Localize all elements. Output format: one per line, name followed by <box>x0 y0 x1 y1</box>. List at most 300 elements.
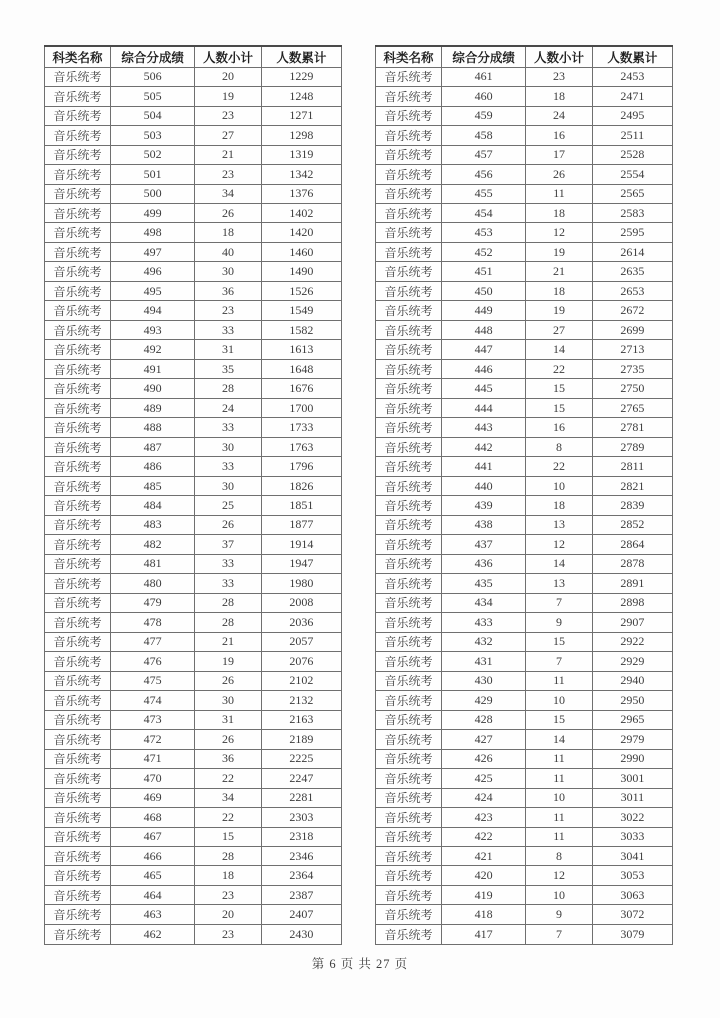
category-cell: 音乐统考 <box>376 574 442 593</box>
subtotal-cell: 18 <box>195 223 262 242</box>
subtotal-cell: 11 <box>526 184 593 203</box>
table-row <box>376 515 673 534</box>
subtotal-cell: 15 <box>526 379 593 398</box>
table-row <box>376 885 673 904</box>
table-row <box>376 242 673 261</box>
cumulative-cell: 2303 <box>261 808 341 827</box>
category-cell: 音乐统考 <box>376 924 442 944</box>
subtotal-cell: 28 <box>195 846 262 865</box>
subtotal-cell: 9 <box>526 905 593 924</box>
table-row <box>376 593 673 612</box>
score-cell: 419 <box>441 885 525 904</box>
category-cell: 音乐统考 <box>376 457 442 476</box>
subtotal-cell: 20 <box>195 67 262 86</box>
category-cell: 音乐统考 <box>45 924 111 944</box>
column-header: 综合分成绩 <box>441 46 525 67</box>
subtotal-cell: 23 <box>526 67 593 86</box>
cumulative-cell: 1490 <box>261 262 341 281</box>
subtotal-cell: 11 <box>526 671 593 690</box>
score-cell: 477 <box>110 632 194 651</box>
category-cell: 音乐统考 <box>376 204 442 223</box>
cumulative-cell: 1676 <box>261 379 341 398</box>
cumulative-cell: 1248 <box>261 87 341 106</box>
score-cell: 500 <box>110 184 194 203</box>
table-row <box>45 398 342 417</box>
score-cell: 444 <box>441 398 525 417</box>
cumulative-cell: 2852 <box>592 515 672 534</box>
score-table-right <box>375 45 673 945</box>
column-header: 人数累计 <box>261 46 341 67</box>
table-row <box>45 204 342 223</box>
subtotal-cell: 12 <box>526 535 593 554</box>
category-cell: 音乐统考 <box>45 145 111 164</box>
table-row <box>376 165 673 184</box>
cumulative-cell: 2929 <box>592 652 672 671</box>
column-header: 人数小计 <box>526 46 593 67</box>
cumulative-cell: 1826 <box>261 476 341 495</box>
table-row <box>376 184 673 203</box>
category-cell: 音乐统考 <box>45 574 111 593</box>
category-cell: 音乐统考 <box>376 788 442 807</box>
score-cell: 418 <box>441 905 525 924</box>
subtotal-cell: 16 <box>526 126 593 145</box>
score-cell: 440 <box>441 476 525 495</box>
subtotal-cell: 22 <box>195 769 262 788</box>
subtotal-cell: 9 <box>526 613 593 632</box>
cumulative-cell: 2595 <box>592 223 672 242</box>
table-row <box>376 691 673 710</box>
category-cell: 音乐统考 <box>376 184 442 203</box>
category-cell: 音乐统考 <box>376 710 442 729</box>
subtotal-cell: 33 <box>195 418 262 437</box>
table-row <box>45 496 342 515</box>
category-cell: 音乐统考 <box>376 262 442 281</box>
table-row <box>376 126 673 145</box>
score-cell: 505 <box>110 87 194 106</box>
cumulative-cell: 3072 <box>592 905 672 924</box>
table-row <box>45 320 342 339</box>
score-cell: 474 <box>110 691 194 710</box>
column-header: 人数小计 <box>195 46 262 67</box>
category-cell: 音乐统考 <box>376 885 442 904</box>
score-cell: 425 <box>441 769 525 788</box>
table-row <box>376 652 673 671</box>
cumulative-cell: 2821 <box>592 476 672 495</box>
category-cell: 音乐统考 <box>45 593 111 612</box>
cumulative-cell: 2565 <box>592 184 672 203</box>
score-cell: 448 <box>441 320 525 339</box>
score-cell: 426 <box>441 749 525 768</box>
subtotal-cell: 21 <box>195 632 262 651</box>
subtotal-cell: 10 <box>526 476 593 495</box>
cumulative-cell: 1526 <box>261 281 341 300</box>
score-cell: 490 <box>110 379 194 398</box>
subtotal-cell: 21 <box>526 262 593 281</box>
score-cell: 476 <box>110 652 194 671</box>
score-cell: 423 <box>441 808 525 827</box>
category-cell: 音乐统考 <box>45 223 111 242</box>
cumulative-cell: 2898 <box>592 593 672 612</box>
table-row <box>376 379 673 398</box>
score-cell: 502 <box>110 145 194 164</box>
cumulative-cell: 1402 <box>261 204 341 223</box>
category-cell: 音乐统考 <box>376 223 442 242</box>
category-cell: 音乐统考 <box>45 379 111 398</box>
cumulative-cell: 2057 <box>261 632 341 651</box>
score-cell: 438 <box>441 515 525 534</box>
category-cell: 音乐统考 <box>45 632 111 651</box>
score-cell: 459 <box>441 106 525 125</box>
cumulative-cell: 2811 <box>592 457 672 476</box>
table-row <box>376 788 673 807</box>
score-cell: 436 <box>441 554 525 573</box>
subtotal-cell: 34 <box>195 788 262 807</box>
cumulative-cell: 2554 <box>592 165 672 184</box>
score-cell: 492 <box>110 340 194 359</box>
subtotal-cell: 14 <box>526 340 593 359</box>
table-row <box>45 437 342 456</box>
cumulative-cell: 2076 <box>261 652 341 671</box>
subtotal-cell: 22 <box>526 457 593 476</box>
subtotal-cell: 36 <box>195 749 262 768</box>
category-cell: 音乐统考 <box>376 846 442 865</box>
table-row <box>45 574 342 593</box>
table-row <box>45 223 342 242</box>
table-row <box>45 281 342 300</box>
score-cell: 495 <box>110 281 194 300</box>
score-cell: 460 <box>441 87 525 106</box>
score-cell: 434 <box>441 593 525 612</box>
score-cell: 461 <box>441 67 525 86</box>
category-cell: 音乐统考 <box>376 320 442 339</box>
table-row <box>45 106 342 125</box>
category-cell: 音乐统考 <box>376 515 442 534</box>
subtotal-cell: 23 <box>195 924 262 944</box>
table-row <box>45 924 342 944</box>
table-row <box>376 808 673 827</box>
score-cell: 504 <box>110 106 194 125</box>
score-cell: 479 <box>110 593 194 612</box>
cumulative-cell: 1980 <box>261 574 341 593</box>
cumulative-cell: 1582 <box>261 320 341 339</box>
category-cell: 音乐统考 <box>45 262 111 281</box>
score-cell: 473 <box>110 710 194 729</box>
subtotal-cell: 26 <box>195 730 262 749</box>
cumulative-cell: 1420 <box>261 223 341 242</box>
table-row <box>376 359 673 378</box>
score-cell: 428 <box>441 710 525 729</box>
subtotal-cell: 19 <box>195 87 262 106</box>
category-cell: 音乐统考 <box>376 749 442 768</box>
cumulative-cell: 1319 <box>261 145 341 164</box>
score-cell: 466 <box>110 846 194 865</box>
table-row <box>45 671 342 690</box>
subtotal-cell: 21 <box>195 145 262 164</box>
cumulative-cell: 3022 <box>592 808 672 827</box>
cumulative-cell: 2453 <box>592 67 672 86</box>
subtotal-cell: 26 <box>526 165 593 184</box>
score-cell: 497 <box>110 242 194 261</box>
category-cell: 音乐统考 <box>45 204 111 223</box>
score-cell: 455 <box>441 184 525 203</box>
cumulative-cell: 2511 <box>592 126 672 145</box>
subtotal-cell: 30 <box>195 262 262 281</box>
category-cell: 音乐统考 <box>376 593 442 612</box>
cumulative-cell: 2495 <box>592 106 672 125</box>
category-cell: 音乐统考 <box>45 242 111 261</box>
cumulative-cell: 3011 <box>592 788 672 807</box>
table-row <box>376 866 673 885</box>
score-cell: 480 <box>110 574 194 593</box>
cumulative-cell: 1298 <box>261 126 341 145</box>
score-cell: 446 <box>441 359 525 378</box>
subtotal-cell: 33 <box>195 554 262 573</box>
category-cell: 音乐统考 <box>45 710 111 729</box>
category-cell: 音乐统考 <box>376 145 442 164</box>
cumulative-cell: 2132 <box>261 691 341 710</box>
cumulative-cell: 1947 <box>261 554 341 573</box>
cumulative-cell: 2281 <box>261 788 341 807</box>
subtotal-cell: 36 <box>195 281 262 300</box>
category-cell: 音乐统考 <box>45 106 111 125</box>
table-row <box>376 418 673 437</box>
cumulative-cell: 2735 <box>592 359 672 378</box>
subtotal-cell: 7 <box>526 924 593 944</box>
cumulative-cell: 1700 <box>261 398 341 417</box>
table-row <box>45 632 342 651</box>
table-row <box>376 204 673 223</box>
score-cell: 501 <box>110 165 194 184</box>
category-cell: 音乐统考 <box>45 730 111 749</box>
score-cell: 458 <box>441 126 525 145</box>
score-cell: 451 <box>441 262 525 281</box>
score-cell: 465 <box>110 866 194 885</box>
score-cell: 454 <box>441 204 525 223</box>
category-cell: 音乐统考 <box>45 496 111 515</box>
category-cell: 音乐统考 <box>376 242 442 261</box>
category-cell: 音乐统考 <box>45 515 111 534</box>
cumulative-cell: 2713 <box>592 340 672 359</box>
cumulative-cell: 2407 <box>261 905 341 924</box>
table-row <box>376 398 673 417</box>
category-cell: 音乐统考 <box>45 554 111 573</box>
subtotal-cell: 33 <box>195 457 262 476</box>
score-cell: 486 <box>110 457 194 476</box>
cumulative-cell: 2430 <box>261 924 341 944</box>
table-row <box>376 554 673 573</box>
page-footer: 第 6 页 共 27 页 <box>311 957 409 971</box>
table-row <box>45 769 342 788</box>
subtotal-cell: 34 <box>195 184 262 203</box>
score-cell: 431 <box>441 652 525 671</box>
table-row <box>45 905 342 924</box>
cumulative-cell: 1851 <box>261 496 341 515</box>
cumulative-cell: 2750 <box>592 379 672 398</box>
cumulative-cell: 2979 <box>592 730 672 749</box>
cumulative-cell: 2189 <box>261 730 341 749</box>
subtotal-cell: 30 <box>195 437 262 456</box>
column-header: 科类名称 <box>45 46 111 67</box>
cumulative-cell: 3063 <box>592 885 672 904</box>
table-row <box>45 749 342 768</box>
subtotal-cell: 12 <box>526 223 593 242</box>
score-cell: 464 <box>110 885 194 904</box>
table-row <box>45 457 342 476</box>
subtotal-cell: 8 <box>526 437 593 456</box>
table-row <box>45 593 342 612</box>
score-tables-container <box>44 45 673 945</box>
table-row <box>376 320 673 339</box>
category-cell: 音乐统考 <box>376 301 442 320</box>
subtotal-cell: 14 <box>526 730 593 749</box>
table-row <box>45 87 342 106</box>
category-cell: 音乐统考 <box>376 769 442 788</box>
category-cell: 音乐统考 <box>376 281 442 300</box>
table-row <box>45 827 342 846</box>
category-cell: 音乐统考 <box>45 535 111 554</box>
category-cell: 音乐统考 <box>376 398 442 417</box>
table-row <box>45 301 342 320</box>
cumulative-cell: 1613 <box>261 340 341 359</box>
subtotal-cell: 11 <box>526 808 593 827</box>
cumulative-cell: 2839 <box>592 496 672 515</box>
table-row <box>45 730 342 749</box>
category-cell: 音乐统考 <box>376 691 442 710</box>
score-cell: 470 <box>110 769 194 788</box>
category-cell: 音乐统考 <box>45 769 111 788</box>
subtotal-cell: 22 <box>195 808 262 827</box>
score-cell: 449 <box>441 301 525 320</box>
subtotal-cell: 19 <box>526 301 593 320</box>
table-row <box>45 691 342 710</box>
cumulative-cell: 1914 <box>261 535 341 554</box>
subtotal-cell: 37 <box>195 535 262 554</box>
subtotal-cell: 26 <box>195 671 262 690</box>
subtotal-cell: 23 <box>195 106 262 125</box>
category-cell: 音乐统考 <box>45 476 111 495</box>
subtotal-cell: 18 <box>526 87 593 106</box>
subtotal-cell: 15 <box>526 632 593 651</box>
table-row <box>376 67 673 86</box>
cumulative-cell: 2789 <box>592 437 672 456</box>
table-row <box>45 535 342 554</box>
table-row <box>45 710 342 729</box>
subtotal-cell: 10 <box>526 885 593 904</box>
score-cell: 468 <box>110 808 194 827</box>
cumulative-cell: 2765 <box>592 398 672 417</box>
subtotal-cell: 25 <box>195 496 262 515</box>
category-cell: 音乐统考 <box>45 184 111 203</box>
cumulative-cell: 1796 <box>261 457 341 476</box>
category-cell: 音乐统考 <box>45 846 111 865</box>
subtotal-cell: 10 <box>526 691 593 710</box>
cumulative-cell: 2346 <box>261 846 341 865</box>
table-row <box>376 457 673 476</box>
table-row <box>376 749 673 768</box>
table-row <box>376 632 673 651</box>
score-cell: 432 <box>441 632 525 651</box>
cumulative-cell: 2965 <box>592 710 672 729</box>
score-cell: 439 <box>441 496 525 515</box>
score-cell: 469 <box>110 788 194 807</box>
category-cell: 音乐统考 <box>376 652 442 671</box>
cumulative-cell: 1376 <box>261 184 341 203</box>
table-row <box>376 106 673 125</box>
cumulative-cell: 2878 <box>592 554 672 573</box>
subtotal-cell: 28 <box>195 613 262 632</box>
category-cell: 音乐统考 <box>376 632 442 651</box>
category-cell: 音乐统考 <box>376 340 442 359</box>
category-cell: 音乐统考 <box>45 749 111 768</box>
score-cell: 503 <box>110 126 194 145</box>
table-row <box>45 808 342 827</box>
cumulative-cell: 3053 <box>592 866 672 885</box>
table-row <box>45 379 342 398</box>
category-cell: 音乐统考 <box>45 671 111 690</box>
cumulative-cell: 2864 <box>592 535 672 554</box>
table-row <box>45 788 342 807</box>
header-row <box>376 46 673 67</box>
score-cell: 452 <box>441 242 525 261</box>
cumulative-cell: 2318 <box>261 827 341 846</box>
table-row <box>45 262 342 281</box>
category-cell: 音乐统考 <box>45 320 111 339</box>
subtotal-cell: 15 <box>526 398 593 417</box>
cumulative-cell: 2922 <box>592 632 672 651</box>
table-row <box>45 145 342 164</box>
score-cell: 457 <box>441 145 525 164</box>
category-cell: 音乐统考 <box>45 905 111 924</box>
subtotal-cell: 26 <box>195 515 262 534</box>
subtotal-cell: 15 <box>526 710 593 729</box>
table-row <box>376 905 673 924</box>
header-row <box>45 46 342 67</box>
cumulative-cell: 1733 <box>261 418 341 437</box>
table-row <box>45 476 342 495</box>
cumulative-cell: 1763 <box>261 437 341 456</box>
subtotal-cell: 18 <box>526 281 593 300</box>
score-cell: 441 <box>441 457 525 476</box>
category-cell: 音乐统考 <box>45 457 111 476</box>
category-cell: 音乐统考 <box>45 340 111 359</box>
table-row <box>45 359 342 378</box>
cumulative-cell: 1877 <box>261 515 341 534</box>
category-cell: 音乐统考 <box>376 359 442 378</box>
subtotal-cell: 11 <box>526 769 593 788</box>
cumulative-cell: 2583 <box>592 204 672 223</box>
category-cell: 音乐统考 <box>45 437 111 456</box>
category-cell: 音乐统考 <box>45 359 111 378</box>
subtotal-cell: 18 <box>195 866 262 885</box>
category-cell: 音乐统考 <box>376 554 442 573</box>
category-cell: 音乐统考 <box>45 866 111 885</box>
subtotal-cell: 23 <box>195 885 262 904</box>
category-cell: 音乐统考 <box>45 788 111 807</box>
table-row <box>45 67 342 86</box>
score-cell: 422 <box>441 827 525 846</box>
score-cell: 485 <box>110 476 194 495</box>
subtotal-cell: 11 <box>526 827 593 846</box>
category-cell: 音乐统考 <box>376 827 442 846</box>
subtotal-cell: 30 <box>195 476 262 495</box>
cumulative-cell: 2102 <box>261 671 341 690</box>
category-cell: 音乐统考 <box>376 535 442 554</box>
score-table-left <box>44 45 342 945</box>
table-row <box>45 242 342 261</box>
cumulative-cell: 2990 <box>592 749 672 768</box>
table-row <box>376 340 673 359</box>
cumulative-cell: 2036 <box>261 613 341 632</box>
